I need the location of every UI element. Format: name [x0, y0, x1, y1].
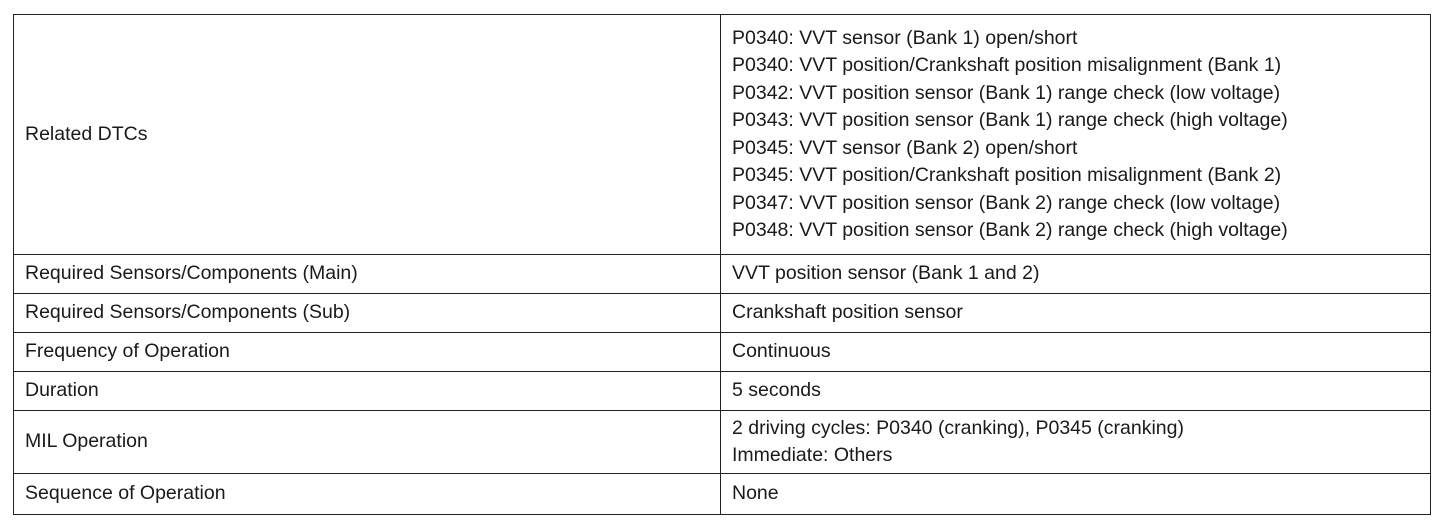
row-related-dtcs: [14, 15, 1431, 255]
dtc-item: P0345: VVT position/Crankshaft position misalignment (Bank 2): [732, 164, 1282, 186]
dtc-item: P0340: VVT sensor (Bank 1) open/short: [732, 26, 1078, 49]
monitor-spec-table: [13, 14, 1431, 515]
mil-item: Immediate: Others: [732, 444, 893, 466]
dtc-item: P0342: VVT position sensor (Bank 1) range check (low voltage): [732, 81, 1281, 104]
dtc-item: P0345: VVT sensor (Bank 2) open/short: [732, 136, 1078, 159]
required-main-label: Required Sensors/Components (Main): [14, 255, 721, 294]
row-mil-operation: [14, 411, 1431, 474]
dtc-item: P0347: VVT position sensor (Bank 2) range check (low voltage): [732, 191, 1281, 214]
required-main-value: VVT position sensor (Bank 1 and 2): [721, 255, 1431, 294]
sequence-label: Sequence of Operation: [14, 474, 721, 515]
required-sub-label: Required Sensors/Components (Sub): [14, 294, 721, 333]
mil-item: 2 driving cycles: P0340 (cranking), P0345 (cranking): [732, 416, 1184, 439]
frequency-value: Continuous: [721, 333, 1431, 372]
mil-operation-label: MIL Operation: [14, 411, 721, 474]
mil-operation-value: [721, 411, 1431, 474]
row-required-main: [14, 255, 1431, 294]
row-sequence: [14, 474, 1431, 515]
dtc-item: P0348: VVT position sensor (Bank 2) range check (high voltage): [732, 219, 1288, 241]
duration-value: 5 seconds: [721, 372, 1431, 411]
row-required-sub: [14, 294, 1431, 333]
duration-label: Duration: [14, 372, 721, 411]
dtc-item: P0343: VVT position sensor (Bank 1) range check (high voltage): [732, 109, 1288, 131]
row-duration: [14, 372, 1431, 411]
related-dtcs-label: Related DTCs: [14, 15, 721, 255]
row-frequency: [14, 333, 1431, 372]
sequence-value: None: [721, 474, 1431, 515]
related-dtcs-value: [721, 15, 1431, 255]
frequency-label: Frequency of Operation: [14, 333, 721, 372]
dtc-item: P0340: VVT position/Crankshaft position misalignment (Bank 1): [732, 54, 1282, 76]
required-sub-value: Crankshaft position sensor: [721, 294, 1431, 333]
